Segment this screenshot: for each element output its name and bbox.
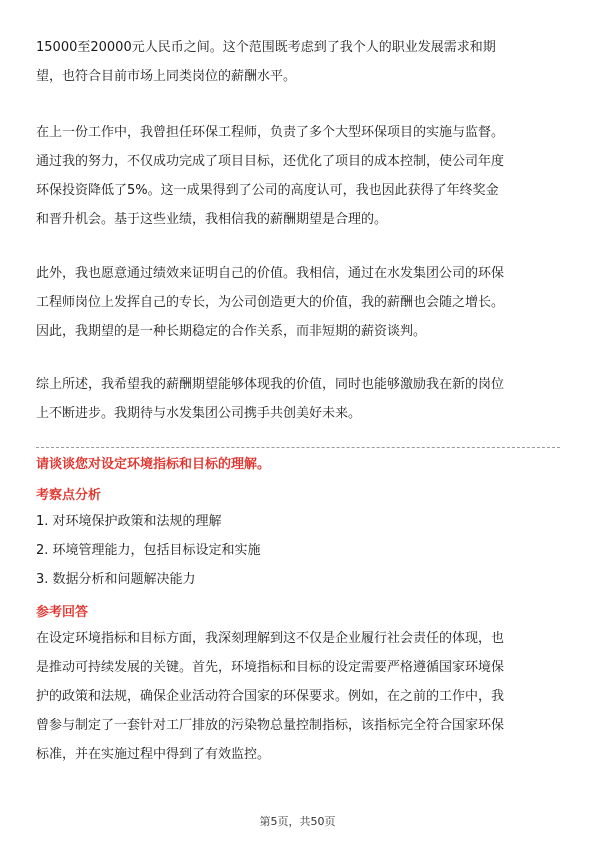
text-line: 在设定环境指标和目标方面，我深刻理解到这不仅是企业履行社会责任的体现，也: [36, 631, 505, 646]
interview-question: 请谈谈您对设定环境指标和目标的理解。: [36, 457, 271, 472]
paragraph-salary-range: [36, 33, 560, 91]
paragraph-previous-job: [36, 118, 560, 234]
text-line: 综上所述，我希望我的薪酬期望能够体现我的价值，同时也能够激励我在新的岗位: [36, 377, 505, 392]
paragraph-conclusion: [36, 370, 560, 428]
text-line: 是推动可持续发展的关键。首先，环境指标和目标的设定需要严格遵循国家环境保: [36, 660, 505, 675]
answer-body: [36, 624, 560, 769]
paragraph-performance: [36, 259, 560, 346]
text-line: 此外，我也愿意通过绩效来证明自己的价值。我相信，通过在水发集团公司的环保: [36, 266, 505, 281]
section-divider: [36, 447, 560, 448]
text-line: 15000至20000元人民币之间。这个范围既考虑到了我个人的职业发展需求和期: [36, 40, 496, 55]
text-line: 护的政策和法规，确保企业活动符合国家的环保要求。例如，在之前的工作中，我: [36, 689, 505, 704]
text-line: 通过我的努力，不仅成功完成了项目目标，还优化了项目的成本控制，使公司年度: [36, 154, 505, 169]
text-line: 和晋升机会。基于这些业绩，我相信我的薪酬期望是合理的。: [36, 212, 388, 227]
text-line: 曾参与制定了一套针对工厂排放的污染物总量控制指标，该指标完全符合国家环保: [36, 718, 505, 733]
text-line: 工程师岗位上发挥自己的专长，为公司创造更大的价值，我的薪酬也会随之增长。: [36, 295, 505, 310]
text-line: 环保投资降低了5%。这一成果得到了公司的高度认可，我也因此获得了年终奖金: [36, 183, 499, 198]
text-line: 上不断进步。我期待与水发集团公司携手共创美好未来。: [36, 406, 362, 421]
analysis-point: 2. 环境管理能力，包括目标设定和实施: [36, 543, 261, 558]
analysis-point: 3. 数据分析和问题解决能力: [36, 572, 196, 587]
text-line: 望，也符合目前市场上同类岗位的薪酬水平。: [36, 69, 297, 84]
answer-heading: 参考回答: [36, 605, 89, 620]
text-line: 因此，我期望的是一种长期稳定的合作关系，而非短期的薪资谈判。: [36, 324, 427, 339]
text-line: 标准，并在实施过程中得到了有效监控。: [36, 747, 271, 762]
analysis-heading: 考察点分析: [36, 488, 102, 503]
analysis-point: 1. 对环境保护政策和法规的理解: [36, 514, 222, 529]
text-line: 在上一份工作中，我曾担任环保工程师，负责了多个大型环保项目的实施与监督。: [36, 125, 505, 140]
page-number-footer: 第5页，共50页: [259, 815, 336, 828]
